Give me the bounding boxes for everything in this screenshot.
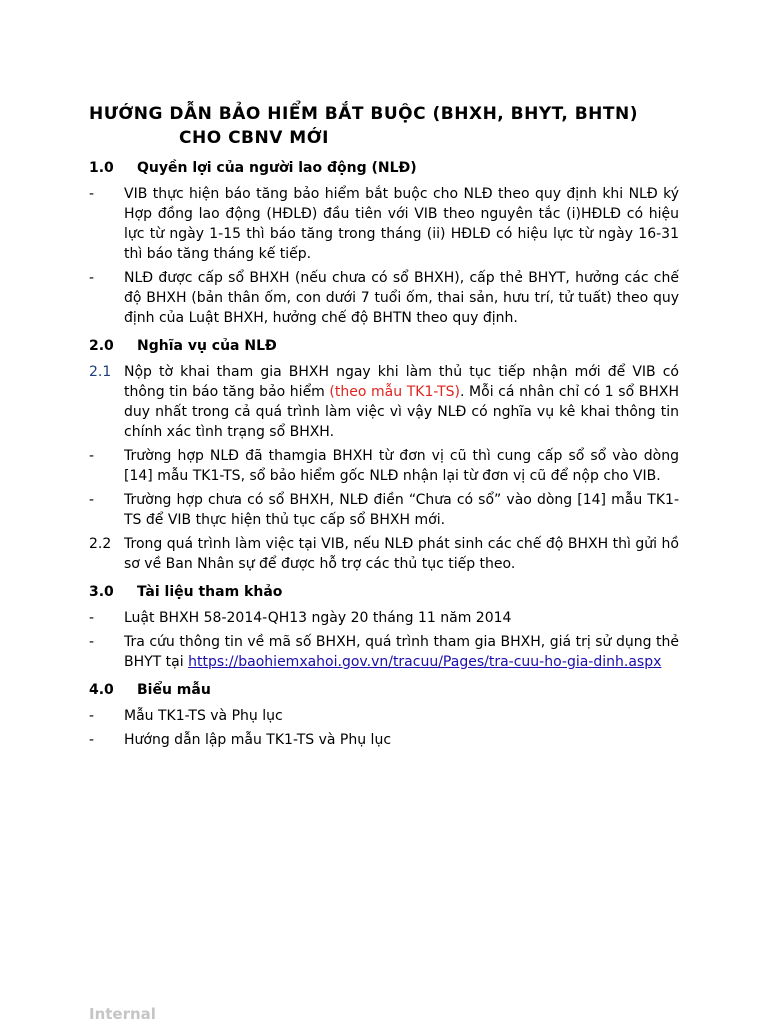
section-heading-2 bbox=[89, 336, 679, 356]
list-item-text: Trong quá trình làm việc tại VIB, nếu NLĐ phát sinh các chế độ BHXH thì gửi hồ sơ về Ban Nhân sự để được hỗ trợ các thủ tục tiếp theo. bbox=[124, 536, 679, 572]
list-item bbox=[89, 730, 679, 750]
list-item-text: Luật BHXH 58-2014-QH13 ngày 20 tháng 11 năm 2014 bbox=[124, 610, 512, 626]
section-title: Tài liệu tham khảo bbox=[137, 584, 283, 600]
list-item-text bbox=[124, 632, 679, 672]
list-item bbox=[89, 362, 679, 442]
list-item-text: Hướng dẫn lập mẫu TK1-TS và Phụ lục bbox=[124, 732, 392, 748]
section-number: 2.0 bbox=[89, 338, 114, 354]
list-item bbox=[89, 534, 679, 574]
section-number: 3.0 bbox=[89, 584, 114, 600]
bullet-marker: - bbox=[89, 492, 95, 508]
text-run: Tra cứu thông tin về mã số BHXH, quá trình tham gia BHXH, giá trị sử dụng thẻ BHYT tại bbox=[124, 634, 679, 670]
list-item-text: VIB thực hiện báo tăng bảo hiểm bắt buộc cho NLĐ theo quy định khi NLĐ ký Hợp đồng lao động (HĐLĐ) đầu tiên với VIB theo nguyên tắc (i)HĐLĐ có hiệu lực từ ngày 1-15 thì báo tăng trong tháng (ii) HĐLĐ có hiệu lực từ ngày 16-31 thì báo tăng tháng kế tiếp. bbox=[124, 186, 679, 262]
list-item bbox=[89, 608, 679, 628]
list-item bbox=[89, 706, 679, 726]
highlighted-text: (theo mẫu TK1-TS) bbox=[329, 384, 461, 400]
lookup-link[interactable]: https://baohiemxahoi.gov.vn/tracuu/Pages/tra-cuu-ho-gia-dinh.aspx bbox=[188, 654, 662, 670]
section-title: Biểu mẫu bbox=[137, 682, 211, 698]
text-run: . Mỗi cá nhân chỉ có 1 sổ BHXH duy nhất trong cả quá trình làm việc vì vậy NLĐ có nghĩa vụ kê khai thông tin chính xác tình trạng sổ BHXH. bbox=[124, 384, 679, 440]
section-number: 1.0 bbox=[89, 160, 114, 176]
section-number: 4.0 bbox=[89, 682, 114, 698]
bullet-marker: - bbox=[89, 732, 95, 748]
title-line-1: HƯỚNG DẪN BẢO HIỂM BẮT BUỘC (BHXH, BHYT, BHTN) bbox=[89, 104, 639, 124]
list-item bbox=[89, 268, 679, 328]
list-item-text bbox=[124, 362, 679, 442]
section-title: Quyền lợi của người lao động (NLĐ) bbox=[137, 160, 417, 176]
text-run: Nộp tờ khai tham gia BHXH ngay khi làm thủ tục tiếp nhận mới để VIB có thông tin báo tăng bảo hiểm bbox=[124, 364, 679, 400]
bullet-marker: - bbox=[89, 708, 95, 724]
item-number: 2.2 bbox=[89, 536, 112, 552]
classification-label: Internal bbox=[89, 1005, 156, 1023]
bullet-marker: - bbox=[89, 448, 95, 464]
list-item bbox=[89, 446, 679, 486]
list-item bbox=[89, 490, 679, 530]
title-line-2: CHO CBNV MỚI bbox=[179, 128, 329, 148]
page-title bbox=[89, 102, 679, 150]
bullet-marker: - bbox=[89, 610, 95, 626]
list-item-text: Trường hợp chưa có sổ BHXH, NLĐ điền “Chưa có sổ” vào dòng [14] mẫu TK1-TS để VIB thực hiện thủ tục cấp sổ BHXH mới. bbox=[124, 492, 679, 528]
bullet-marker: - bbox=[89, 634, 95, 650]
section-title: Nghĩa vụ của NLĐ bbox=[137, 338, 277, 354]
bullet-marker: - bbox=[89, 186, 95, 202]
list-item-text: Trường hợp NLĐ đã thamgia BHXH từ đơn vị cũ thì cung cấp sổ sổ vào dòng [14] mẫu TK1-TS, sổ bảo hiểm gốc NLĐ nhận lại từ đơn vị cũ để nộp cho VIB. bbox=[124, 448, 679, 484]
bullet-marker: - bbox=[89, 270, 95, 286]
section-heading-1 bbox=[89, 158, 679, 178]
section-heading-4 bbox=[89, 680, 679, 700]
list-item-text: Mẫu TK1-TS và Phụ lục bbox=[124, 708, 283, 724]
list-item-text: NLĐ được cấp sổ BHXH (nếu chưa có sổ BHXH), cấp thẻ BHYT, hưởng các chế độ BHXH (bản thân ốm, con dưới 7 tuổi ốm, thai sản, hưu trí, tử tuất) theo quy định của Luật BHXH, hưởng chế độ BHTN theo quy định. bbox=[124, 270, 679, 326]
list-item bbox=[89, 632, 679, 672]
item-number: 2.1 bbox=[89, 364, 112, 380]
document-body bbox=[89, 102, 679, 754]
section-heading-3 bbox=[89, 582, 679, 602]
list-item bbox=[89, 184, 679, 264]
